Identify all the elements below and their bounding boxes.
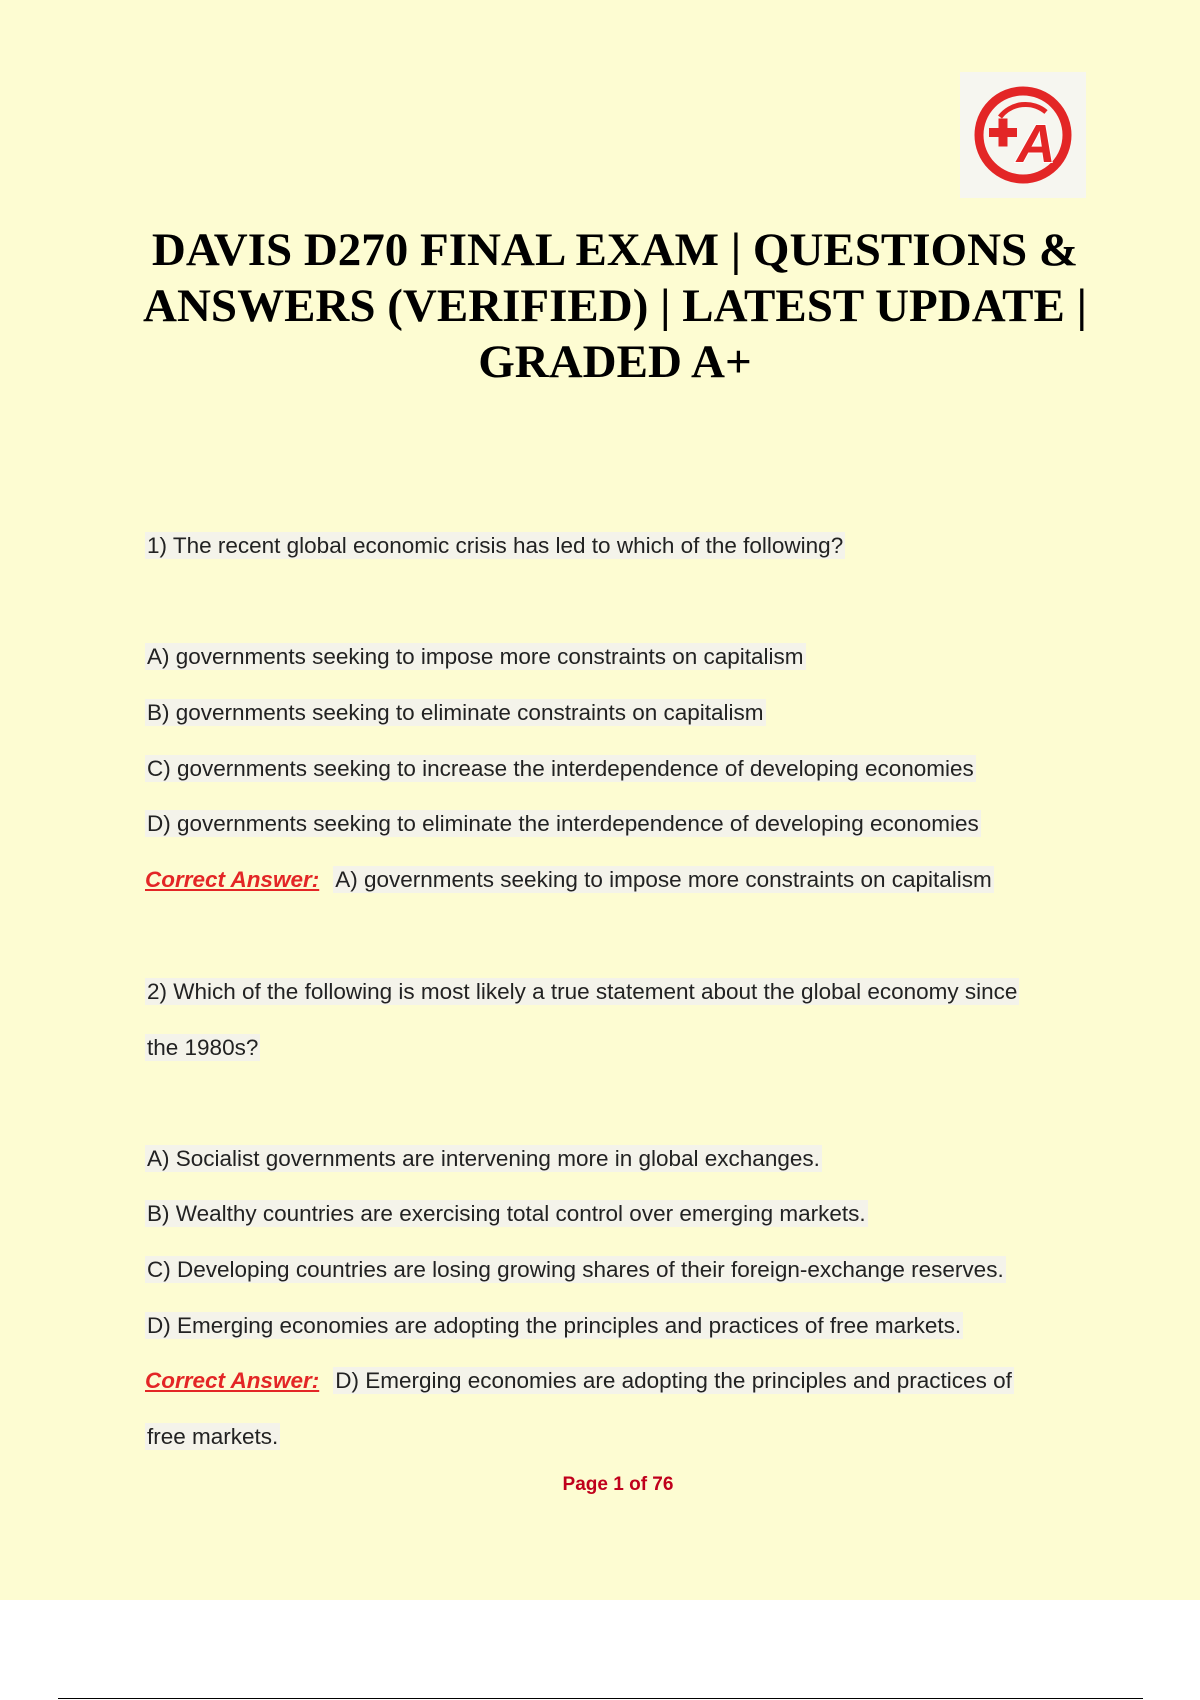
document-title: DAVIS D270 FINAL EXAM | QUESTIONS & ANSWERS (VERIFIED) | LATEST UPDATE | GRADED A+ (143, 224, 1087, 388)
correct-answer-text: D) Emerging economies are adopting the principles and practices of (335, 1368, 1012, 1393)
plus-a-logo-icon (970, 82, 1076, 188)
page-number: Page 1 of 76 (562, 1474, 674, 1495)
correct-answer-label: Correct Answer: (145, 867, 320, 892)
question-2-option-d: D) Emerging economies are adopting the principles and practices of free markets. (147, 1313, 962, 1338)
logo (960, 72, 1086, 198)
question-2-correct-answer-cont: free markets. (147, 1424, 279, 1449)
footer-divider (58, 1698, 1143, 1699)
question-1-option-c: C) governments seeking to increase the interdependence of developing economies (147, 756, 974, 781)
question-2-option-c: C) Developing countries are losing growing shares of their foreign-exchange reserves. (147, 1257, 1004, 1282)
question-2-text: 2) Which of the following is most likely a true statement about the global economy since (147, 979, 1018, 1004)
question-1-option-a: A) governments seeking to impose more constraints on capitalism (147, 644, 804, 669)
question-2-correct-answer (145, 1365, 1014, 1397)
question-2-option-b: B) Wealthy countries are exercising total control over emerging markets. (147, 1201, 866, 1226)
question-2-option-a: A) Socialist governments are intervening more in global exchanges. (147, 1146, 820, 1171)
correct-answer-label: Correct Answer: (145, 1368, 320, 1393)
svg-text:A: A (1016, 114, 1056, 174)
question-1-option-d: D) governments seeking to eliminate the interdependence of developing economies (147, 811, 979, 836)
question-2-text-cont: the 1980s? (147, 1035, 259, 1060)
correct-answer-text: A) governments seeking to impose more constraints on capitalism (335, 867, 992, 892)
question-1-option-b: B) governments seeking to eliminate constraints on capitalism (147, 700, 764, 725)
question-1-correct-answer (145, 864, 994, 896)
question-1-text: 1) The recent global economic crisis has led to which of the following? (147, 533, 844, 558)
